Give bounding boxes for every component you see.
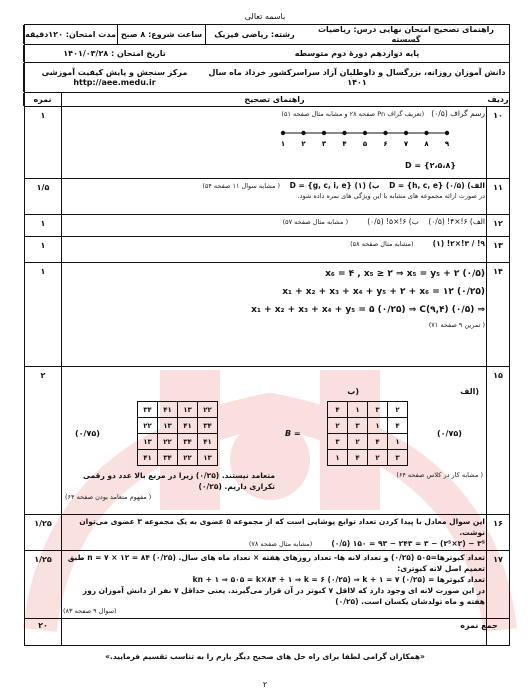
col-guide-header: راهنمای تصحیح — [61, 93, 487, 106]
matrix-cell: ۱۳ — [158, 418, 178, 434]
part-a-label: الف) — [460, 387, 479, 396]
exam-duration: مدت امتحان: ۱۲۰دقیقه — [23, 25, 117, 44]
column-header-row — [25, 93, 509, 107]
answer-content: الف) D = {h, c, e} (۰/۵) ب) D = {g, c, i, e} (۱) ( مشابه سوال ۱۱ صفحه ۵۴) در صورت ارائه مجموعه های مشابه با این ویژگی های نمره داده شود. — [202, 181, 485, 200]
matrix-cell: ۲ — [388, 402, 408, 418]
question-number: ۱۱ — [493, 183, 503, 192]
graph-vertex-label: ۳ — [321, 140, 327, 148]
total-score: ۲۰ — [38, 621, 48, 630]
matrix-cell: ۳ — [348, 418, 368, 434]
matrix-cell: ۴۱ — [138, 450, 158, 466]
graph-vertex-label: ۵ — [362, 140, 368, 148]
matrix-cell: ۲ — [328, 418, 348, 434]
matrix-cell: ۴ — [328, 402, 348, 418]
matrix-cell: ۱۳ — [178, 402, 198, 418]
question-score: ۱ — [40, 111, 46, 120]
graph-vertex-label: ۷ — [403, 140, 409, 148]
matrix-row — [138, 450, 218, 466]
matrix-cell: ۱ — [328, 450, 348, 466]
matrix-cell: ۳ — [368, 402, 388, 418]
question-score: ۱/۵ — [36, 183, 50, 192]
matrix-row — [328, 434, 408, 450]
graph-vertex-label: ۱ — [280, 140, 286, 148]
question-number: ۱۳ — [493, 241, 503, 250]
graph-vertex-label: ۶ — [383, 140, 388, 148]
matrix-cell: ۴۱ — [198, 434, 218, 450]
part-a-score: (۰/۷۵) — [437, 429, 462, 438]
matrix-cell: ۲ — [348, 434, 368, 450]
question-number: ۱۶ — [493, 519, 503, 528]
exam-center-box — [23, 63, 205, 92]
matrix-cell: ۳ — [328, 434, 348, 450]
exam-students: دانش آموزان روزانه، بزرگسال و داوطلبان آزاد سراسرکشور خرداد ماه سال ۱۴۰۱ — [208, 67, 506, 87]
graph-vertex — [342, 131, 346, 135]
matrix-cell: ۳ — [388, 450, 408, 466]
exam-center: مرکز سنجش و پایش کیفیت آموزشی — [41, 67, 188, 77]
graph-vertex-label: ۲ — [301, 140, 306, 148]
matrix-cell: ۴ — [368, 434, 388, 450]
grader-note: «همکاران گرامی لطفا برای راه حل های صحیح دیگر بارم را به تناسب تقسیم فرمایید.» — [105, 652, 425, 661]
answer-content: رسم گراف (۰/۵) (تعریف گراف Pn صفحه ۲۸ و مشابه مثال صفحه ۵۱) — [281, 109, 485, 118]
question-score: ۱ — [40, 241, 46, 250]
question-row-14 — [25, 263, 509, 367]
question-row-16 — [25, 515, 509, 551]
matrix-cell: ۲۲ — [158, 434, 178, 450]
question-row-12 — [25, 215, 509, 237]
matrix-cell: ۴۱ — [178, 418, 198, 434]
document-caption: باسمه تعالی — [244, 12, 286, 21]
matrix-row — [328, 450, 408, 466]
graph-vertex — [281, 131, 285, 135]
header-row-1 — [25, 25, 509, 45]
question-score: ۱/۲۵ — [34, 519, 52, 528]
graph-vertex — [383, 131, 387, 135]
exam-website[interactable]: http://aee.medu.ir — [73, 77, 156, 87]
exam-date: تاریخ امتحان : ۱۴۰۱/۰۳/۲۸ — [23, 45, 205, 62]
answer-content: این سوال معادل با پیدا کردن تعداد توابع پوشایی است که از مجموعه ۵ عضوی به یک مجموعه ۳ عضوی می‌توان نوشت. ۳⁵ − (۲×۲⁵) − ۳ = ۲۴۳ − ۹۳ = ۱۵۰ (۰/۵) (مشابه مثال صفحه ۷۸) — [79, 517, 485, 548]
answer-content: x₆ = ۴ , x₅ ≥ ۲ ⇒ x₅ = y₅ + ۲ (۰/۵) x₁ + x₂ + x₃ + x₄ + y₅ + ۲ + x₆ = ۱۲ (۰/۲۵) ⇒ x₁ + x₂ + x₃ + x₄ + y₅ = ۵ (۰/۲۵) ⇒ C(۹,۴) (۰/۵) ( تمرین ۹ صفحه ۷۱) — [251, 269, 485, 329]
header-row-2 — [25, 45, 509, 63]
answer-content: الف) ۶!×۴! (۰/۵) ب) ۶!×۵! (۰/۵) ( مشابه مثال صفحه ۵۷) — [282, 217, 485, 226]
answer-content: تعداد کبوترها=۵۰۵ (۰/۲۵) و تعداد لانه ها- تعداد روزهای هفته × تعداد ماه های سال. n = ۷ × ۱۲ = ۸۴ (۰/۲۵) طبق تعمیم اصل لانه کبوتری: تعداد کبوترها = kn + ۱ ⇒ ۵۰۵ = k×۸۴ + ۱ ⇒ k = ۶ (۰/۲۵) ⇒ k + ۱ = ۷ (۰/۲۵) در این صورت لانه ای وجود دارد که لااقل ۷ کبوتر در آن قرار می‌گیرند. یعنی حداقل ۷ نفر از دانش آموزان روز هفته و ماه تولدشان یکسان است. (۰/۲۵) (سوال ۹ صفحه ۸۳) — [63, 553, 485, 616]
question-row-13 — [25, 237, 509, 263]
question-score: ۲ — [40, 371, 46, 380]
matrix-row — [138, 418, 218, 434]
question-row-17 — [25, 551, 509, 619]
answer-content: ۹! / ۳!×۲! (۱) (مشابه مثال صفحه ۵۸) — [350, 239, 485, 248]
exam-start-time: ساعت شروع: ۸ صبح — [117, 25, 205, 44]
exam-field: رشته: ریاضی فیزیک — [205, 25, 303, 44]
matrix-cell: ۱۳ — [138, 434, 158, 450]
matrix-row — [328, 418, 408, 434]
matrix-cell: ۱ — [368, 418, 388, 434]
matrix-b-label: B = — [285, 429, 301, 438]
header-row-3 — [25, 63, 509, 93]
page-number: ۲ — [262, 680, 268, 689]
matrix-cell: ۱ — [348, 402, 368, 418]
col-row-header: ردیف — [487, 94, 509, 104]
path-graph-diagram — [275, 123, 455, 149]
latin-square-a — [327, 401, 408, 466]
matrix-row — [138, 434, 218, 450]
exam-grade: پایه دوازدهم دورهٔ دوم متوسطه — [294, 48, 420, 58]
question-number: ۱۲ — [493, 219, 503, 228]
question-row-15 — [25, 367, 509, 515]
graph-vertex-label: ۸ — [424, 140, 429, 148]
matrix-cell: ۲۲ — [138, 418, 158, 434]
matrix-cell: ۳۴ — [178, 434, 198, 450]
total-row — [25, 619, 509, 633]
matrix-cell: ۲۲ — [178, 450, 198, 466]
graph-vertex-label: ۹ — [444, 140, 450, 148]
dominating-set: D = {۲،۵،۸} — [405, 161, 457, 170]
graph-vertex-label: ۴ — [342, 140, 347, 148]
question-score: ۱ — [40, 219, 46, 228]
question-number: ۱۵ — [493, 371, 503, 380]
combined-square-b — [137, 401, 218, 466]
matrix-cell: ۲ — [368, 450, 388, 466]
graph-vertex — [424, 131, 428, 135]
graph-vertex — [404, 131, 408, 135]
matrix-row — [328, 402, 408, 418]
question-row-11 — [25, 179, 509, 215]
matrix-cell: ۴۱ — [158, 402, 178, 418]
matrix-cell: ۴ — [388, 418, 408, 434]
question-score: ۱/۲۵ — [34, 555, 52, 564]
graph-vertex — [445, 131, 449, 135]
matrix-cell: ۳۴ — [198, 418, 218, 434]
graph-vertex — [363, 131, 367, 135]
answer-sheet — [24, 24, 510, 646]
question-row-10 — [25, 107, 509, 179]
matrix-cell: ۳۴ — [158, 450, 178, 466]
matrix-cell: ۳۴ — [138, 402, 158, 418]
part-b-label: ب) — [347, 387, 359, 396]
matrix-cell: ۴ — [348, 450, 368, 466]
total-label: جمع نمره — [460, 621, 498, 630]
answer-content: ( مشابه کار در کلاس صفحه ۶۴) متعامد نیستند. (۰/۲۵) زیرا در مربع بالا عدد دو رقمی تکراری داریم. (۰/۲۵) ( مفهوم متعامد بودن صفحه ۶۴) — [65, 471, 483, 501]
matrix-cell: ۲۲ — [198, 402, 218, 418]
exam-title: راهنمای تصحیح امتحان نهایی درس: ریاضیات گسسته — [317, 24, 494, 44]
question-number: ۱۰ — [493, 111, 503, 120]
graph-vertex — [301, 131, 305, 135]
matrix-cell: ۱ — [388, 434, 408, 450]
question-score: ۱ — [40, 267, 46, 276]
graph-vertex — [322, 131, 326, 135]
col-score-header: نمره — [23, 93, 61, 106]
matrix-cell: ۱۳ — [198, 450, 218, 466]
question-number: ۱۴ — [493, 267, 503, 276]
question-number: ۱۷ — [493, 555, 503, 564]
part-b-score: (۰/۷۵) — [75, 429, 100, 438]
matrix-row — [138, 402, 218, 418]
